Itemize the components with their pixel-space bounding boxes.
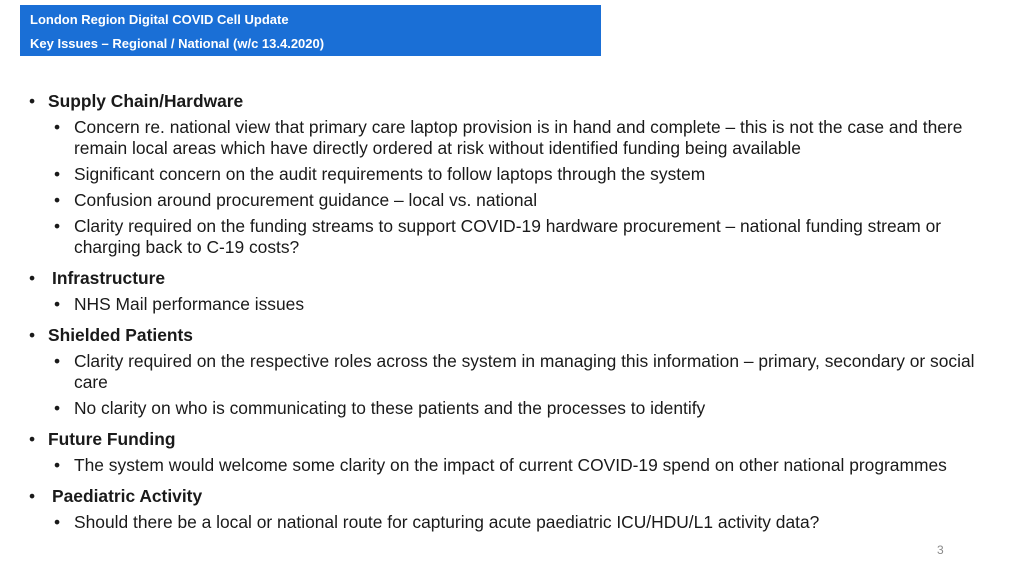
list-item-text: Clarity required on the funding streams to support COVID-19 hardware procurement – national funding stream or charging back to C-19 costs? bbox=[74, 216, 942, 257]
list-item-text: Clarity required on the respective roles across the system in managing this information – primary, secondary or social care bbox=[74, 351, 975, 392]
bullet-icon: • bbox=[29, 325, 36, 345]
sub-list bbox=[29, 351, 989, 419]
section-heading bbox=[29, 325, 989, 346]
list-item bbox=[29, 164, 989, 185]
section-shielded-patients bbox=[29, 325, 989, 419]
bullet-icon: • bbox=[54, 398, 61, 418]
page-number: 3 bbox=[937, 543, 944, 557]
content-body bbox=[29, 91, 989, 538]
section-heading bbox=[29, 429, 989, 450]
section-heading-text: Future Funding bbox=[48, 429, 176, 449]
list-item bbox=[29, 455, 989, 476]
section-heading bbox=[29, 486, 989, 507]
list-item-text: No clarity on who is communicating to these patients and the processes to identify bbox=[74, 398, 706, 418]
section-heading-text: Paediatric Activity bbox=[52, 486, 203, 506]
list-item bbox=[29, 117, 989, 159]
list-item-text: The system would welcome some clarity on the impact of current COVID-19 spend on other national programmes bbox=[74, 455, 947, 475]
header-subtitle: Key Issues – Regional / National (w/c 13.4.2020) bbox=[30, 36, 325, 51]
sub-list bbox=[29, 294, 989, 315]
section-heading-text: Shielded Patients bbox=[48, 325, 193, 345]
sub-list bbox=[29, 512, 989, 533]
list-item-text: Should there be a local or national route for capturing acute paediatric ICU/HDU/L1 activity data? bbox=[74, 512, 820, 532]
list-item-text: Confusion around procurement guidance – local vs. national bbox=[74, 190, 538, 210]
sub-list bbox=[29, 455, 989, 476]
bullet-icon: • bbox=[54, 512, 61, 532]
list-item-text: NHS Mail performance issues bbox=[74, 294, 305, 314]
header-banner bbox=[20, 5, 601, 56]
bullet-icon: • bbox=[29, 429, 36, 449]
bullet-icon: • bbox=[54, 164, 61, 184]
list-item bbox=[29, 398, 989, 419]
list-item-text: Concern re. national view that primary care laptop provision is in hand and complete – this is not the case and there remain local areas which have directly ordered at risk without identified funding being available bbox=[74, 117, 963, 158]
list-item bbox=[29, 512, 989, 533]
bullet-icon: • bbox=[54, 294, 61, 314]
header-title: London Region Digital COVID Cell Update bbox=[30, 12, 289, 27]
list-item bbox=[29, 351, 989, 393]
bullet-icon: • bbox=[54, 216, 61, 236]
bullet-icon: • bbox=[29, 268, 36, 288]
list-item bbox=[29, 216, 989, 258]
bullet-icon: • bbox=[54, 455, 61, 475]
section-heading bbox=[29, 91, 989, 112]
section-heading bbox=[29, 268, 989, 289]
bullet-icon: • bbox=[54, 351, 61, 371]
section-heading-text: Infrastructure bbox=[52, 268, 166, 288]
section-heading-text: Supply Chain/Hardware bbox=[48, 91, 244, 111]
bullet-icon: • bbox=[54, 190, 61, 210]
list-item bbox=[29, 294, 989, 315]
list-item bbox=[29, 190, 989, 211]
list-item-text: Significant concern on the audit requirements to follow laptops through the system bbox=[74, 164, 706, 184]
section-future-funding bbox=[29, 429, 989, 476]
bullet-icon: • bbox=[29, 486, 36, 506]
section-paediatric-activity bbox=[29, 486, 989, 533]
bullet-icon: • bbox=[54, 117, 61, 137]
bullet-icon: • bbox=[29, 91, 36, 111]
section-supply-chain bbox=[29, 91, 989, 258]
sub-list bbox=[29, 117, 989, 258]
section-infrastructure bbox=[29, 268, 989, 315]
